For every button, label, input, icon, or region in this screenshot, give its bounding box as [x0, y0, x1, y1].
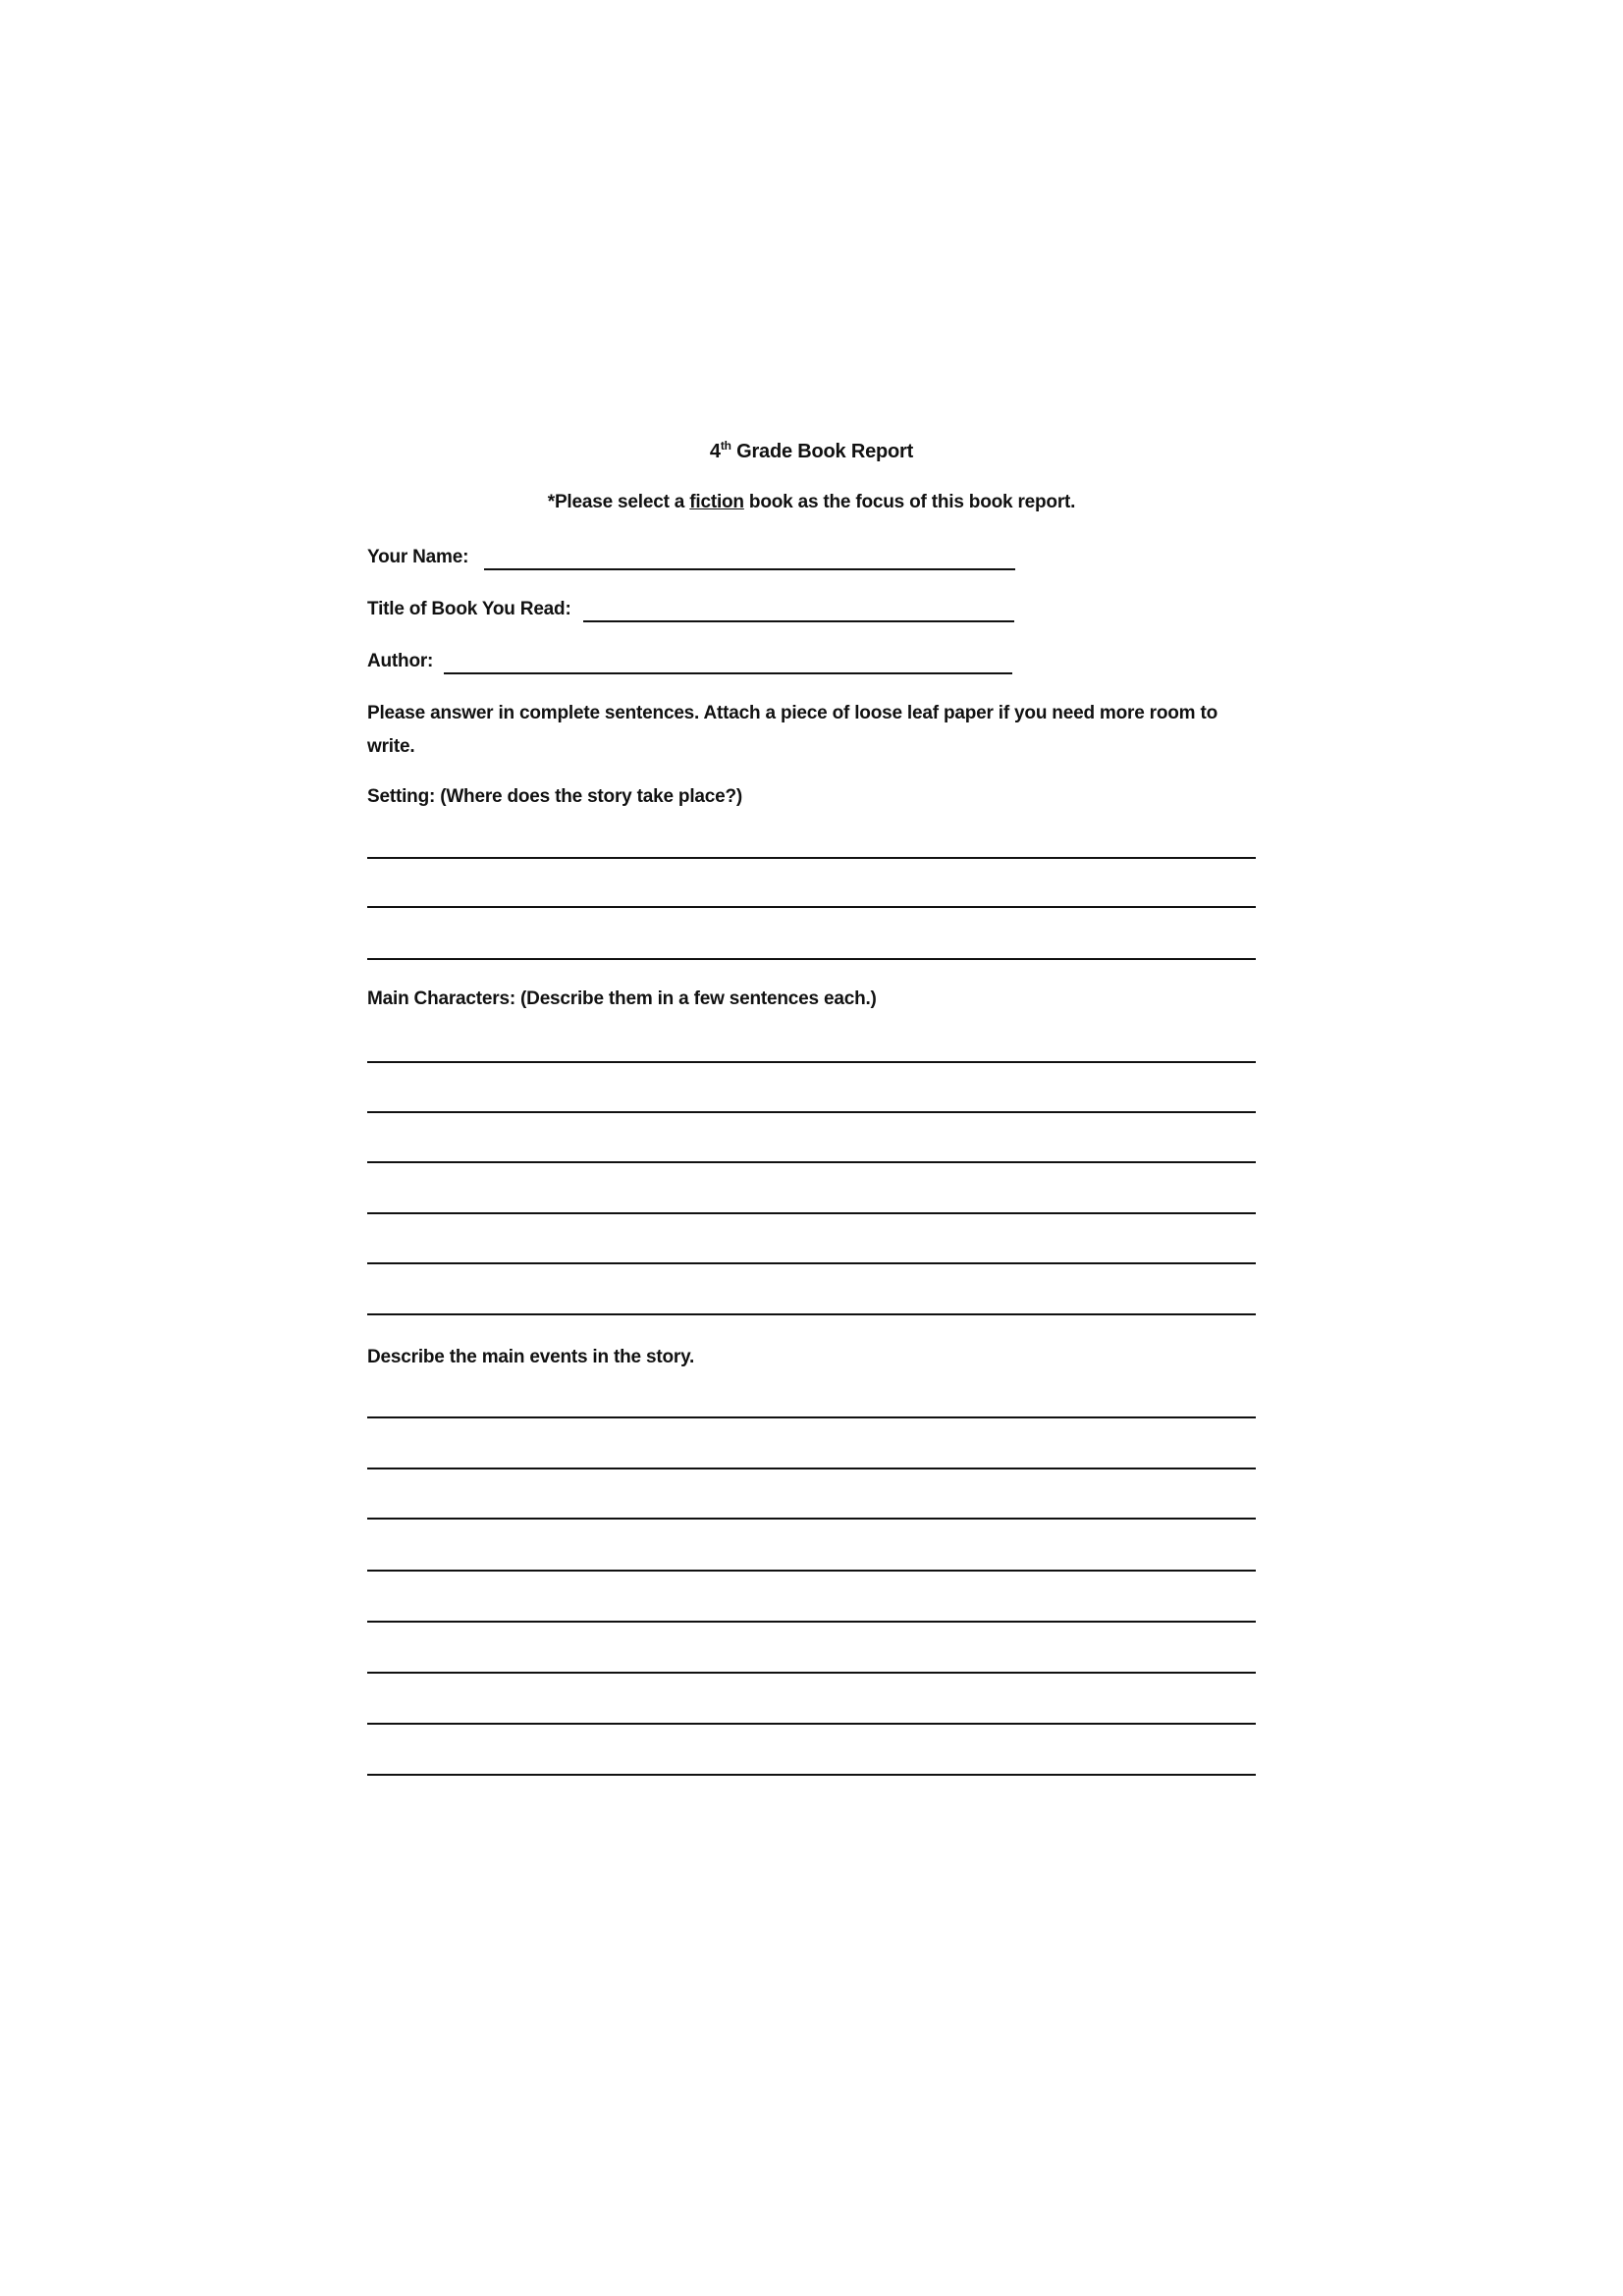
title-text: Grade Book Report	[730, 441, 914, 462]
characters-answer-line[interactable]	[367, 1313, 1256, 1315]
title-grade-number: 4	[709, 441, 721, 462]
instruction-underlined-word: fiction	[689, 492, 744, 512]
events-answer-line[interactable]	[367, 1774, 1256, 1776]
characters-answer-line[interactable]	[367, 1262, 1256, 1264]
your-name-label: Your Name:	[367, 547, 469, 567]
characters-answer-line[interactable]	[367, 1212, 1256, 1214]
instruction-prefix: *Please select a	[547, 492, 690, 512]
setting-question: Setting: (Where does the story take place?)	[367, 786, 743, 807]
events-answer-line[interactable]	[367, 1621, 1256, 1623]
setting-answer-line[interactable]	[367, 857, 1256, 859]
events-answer-line[interactable]	[367, 1518, 1256, 1520]
characters-answer-line[interactable]	[367, 1061, 1256, 1063]
fiction-instruction	[0, 492, 1623, 513]
your-name-blank[interactable]	[484, 568, 1015, 570]
page-title	[0, 439, 1623, 463]
instruction-suffix: book as the focus of this book report.	[743, 492, 1076, 512]
book-title-label: Title of Book You Read:	[367, 599, 571, 619]
author-blank[interactable]	[444, 672, 1012, 674]
events-answer-line[interactable]	[367, 1468, 1256, 1469]
events-answer-line[interactable]	[367, 1570, 1256, 1572]
characters-question: Main Characters: (Describe them in a few sentences each.)	[367, 988, 877, 1009]
author-label: Author:	[367, 651, 434, 671]
characters-answer-line[interactable]	[367, 1111, 1256, 1113]
events-question: Describe the main events in the story.	[367, 1347, 695, 1367]
characters-answer-line[interactable]	[367, 1161, 1256, 1163]
events-answer-line[interactable]	[367, 1723, 1256, 1725]
events-answer-line[interactable]	[367, 1416, 1256, 1418]
directions-text: Please answer in complete sentences. Attach a piece of loose leaf paper if you need more room to write.	[367, 703, 1217, 757]
events-answer-line[interactable]	[367, 1672, 1256, 1674]
book-title-blank[interactable]	[583, 620, 1014, 622]
title-ordinal-suffix: th	[720, 439, 731, 453]
setting-answer-line[interactable]	[367, 958, 1256, 960]
setting-answer-line[interactable]	[367, 906, 1256, 908]
